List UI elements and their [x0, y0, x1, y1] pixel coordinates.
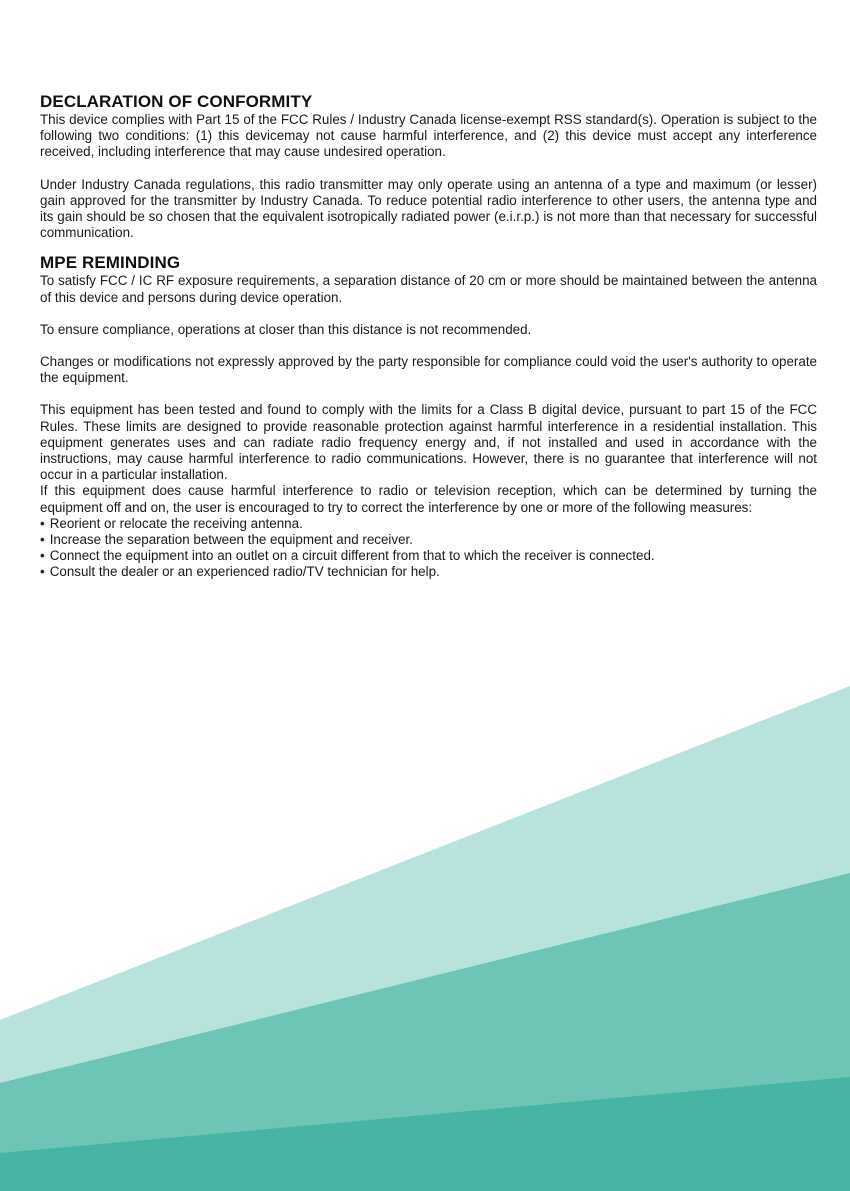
- mpe-paragraph-1: To satisfy FCC / IC RF exposure requirements, a separation distance of 20 cm or more should be maintained between the antenna of this device and persons during device operation.: [40, 273, 817, 305]
- mpe-paragraph-3: Changes or modifications not expressly approved by the party responsible for compliance could void the user's authority to operate the equipment.: [40, 354, 817, 386]
- mpe-paragraph-2: To ensure compliance, operations at closer than this distance is not recommended.: [40, 321, 532, 337]
- spacer: [40, 338, 817, 354]
- spacer: [40, 306, 817, 322]
- list-item: • Consult the dealer or an experienced radio/TV technician for help.: [40, 564, 817, 580]
- declaration-paragraph-2: Under Industry Canada regulations, this radio transmitter may only operate using an antenna of a type and maximum (or lesser) gain approved for the transmitter by Industry Canada. To reduce potential radio interference to other users, the antenna type and its gain should be so chosen that the equivalent isotropically radiated power (e.i.r.p.) is not more than that necessary for successful communication.: [40, 176, 817, 241]
- spacer: [40, 241, 817, 253]
- document-content: [40, 92, 817, 581]
- declaration-paragraph-1: This device complies with Part 15 of the FCC Rules / Industry Canada license-exempt RSS standard(s). Operation is subject to the following two conditions: (1) this devicemay not cause harmful interference, and (2) this device must accept any interference received, including interference that may cause undesired operation.: [40, 112, 817, 160]
- mpe-paragraph-4: This equipment has been tested and found to comply with the limits for a Class B digital device, pursuant to part 15 of the FCC Rules. These limits are designed to provide reasonable protection against harmful interference in a residential installation. This equipment generates uses and can radiate radio frequency energy and, if not installed and used in accordance with the instructions, may cause harmful interference to radio communications. However, there is no guarantee that interference will not occur in a particular installation.: [40, 402, 817, 483]
- measures-list: [40, 516, 817, 581]
- list-item: • Reorient or relocate the receiving antenna.: [40, 516, 817, 532]
- list-item: • Increase the separation between the equipment and receiver.: [40, 532, 817, 548]
- mpe-heading: MPE REMINDING: [40, 253, 181, 273]
- mpe-paragraph-5: If this equipment does cause harmful interference to radio or television reception, which can be determined by turning the equipment off and on, the user is encouraged to try to correct the interference by one or more of the following measures:: [40, 483, 817, 515]
- declaration-heading: DECLARATION OF CONFORMITY: [40, 92, 313, 111]
- list-item: • Connect the equipment into an outlet on a circuit different from that to which the receiver is connected.: [40, 548, 817, 564]
- spacer: [40, 386, 817, 402]
- spacer: [40, 161, 817, 177]
